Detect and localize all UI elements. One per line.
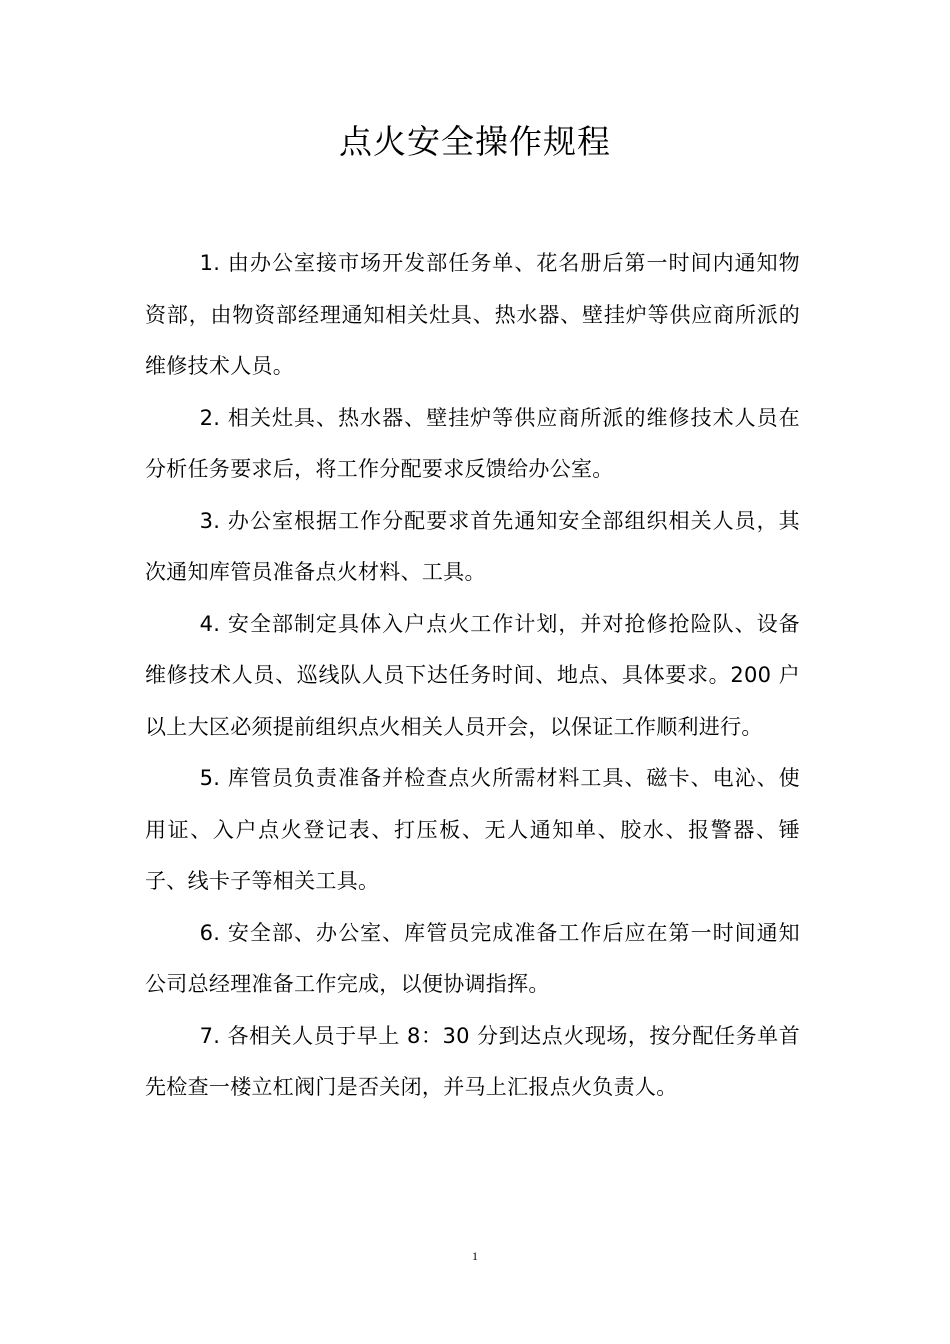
- document-body: [145, 238, 800, 1114]
- paragraph-6: 6. 安全部、办公室、库管员完成准备工作后应在第一时间通知公司总经理准备工作完成，以便协调指挥。: [145, 920, 800, 996]
- paragraph-5: 5. 库管员负责准备并检查点火所需材料工具、磁卡、电沁、使用证、入户点火登记表、打压板、无人通知单、胶水、报警器、锤子、线卡子等相关工具。: [145, 766, 800, 893]
- page-number: 1: [472, 1249, 478, 1263]
- paragraph-2: 2. 相关灶具、热水器、壁挂炉等供应商所派的维修技术人员在分析任务要求后，将工作分配要求反馈给办公室。: [145, 405, 800, 481]
- document-title: 点火安全操作规程: [339, 122, 611, 161]
- paragraph-1: 1. 由办公室接市场开发部任务单、花名册后第一时间内通知物资部，由物资部经理通知相关灶具、热水器、壁挂炉等供应商所派的维修技术人员。: [145, 251, 800, 378]
- paragraph-4: 4. 安全部制定具体入户点火工作计划，并对抢修抢险队、设备维修技术人员、巡线队人员下达任务时间、地点、具体要求。200 户以上大区必须提前组织点火相关人员开会，以保证工作顺利进行。: [145, 611, 800, 739]
- paragraph-3: 3. 办公室根据工作分配要求首先通知安全部组织相关人员，其次通知库管员准备点火材料、工具。: [145, 508, 800, 584]
- paragraph-7: 7. 各相关人员于早上 8：30 分到达点火现场，按分配任务单首先检查一楼立杠阀门是否关闭，并马上汇报点火负责人。: [145, 1023, 800, 1099]
